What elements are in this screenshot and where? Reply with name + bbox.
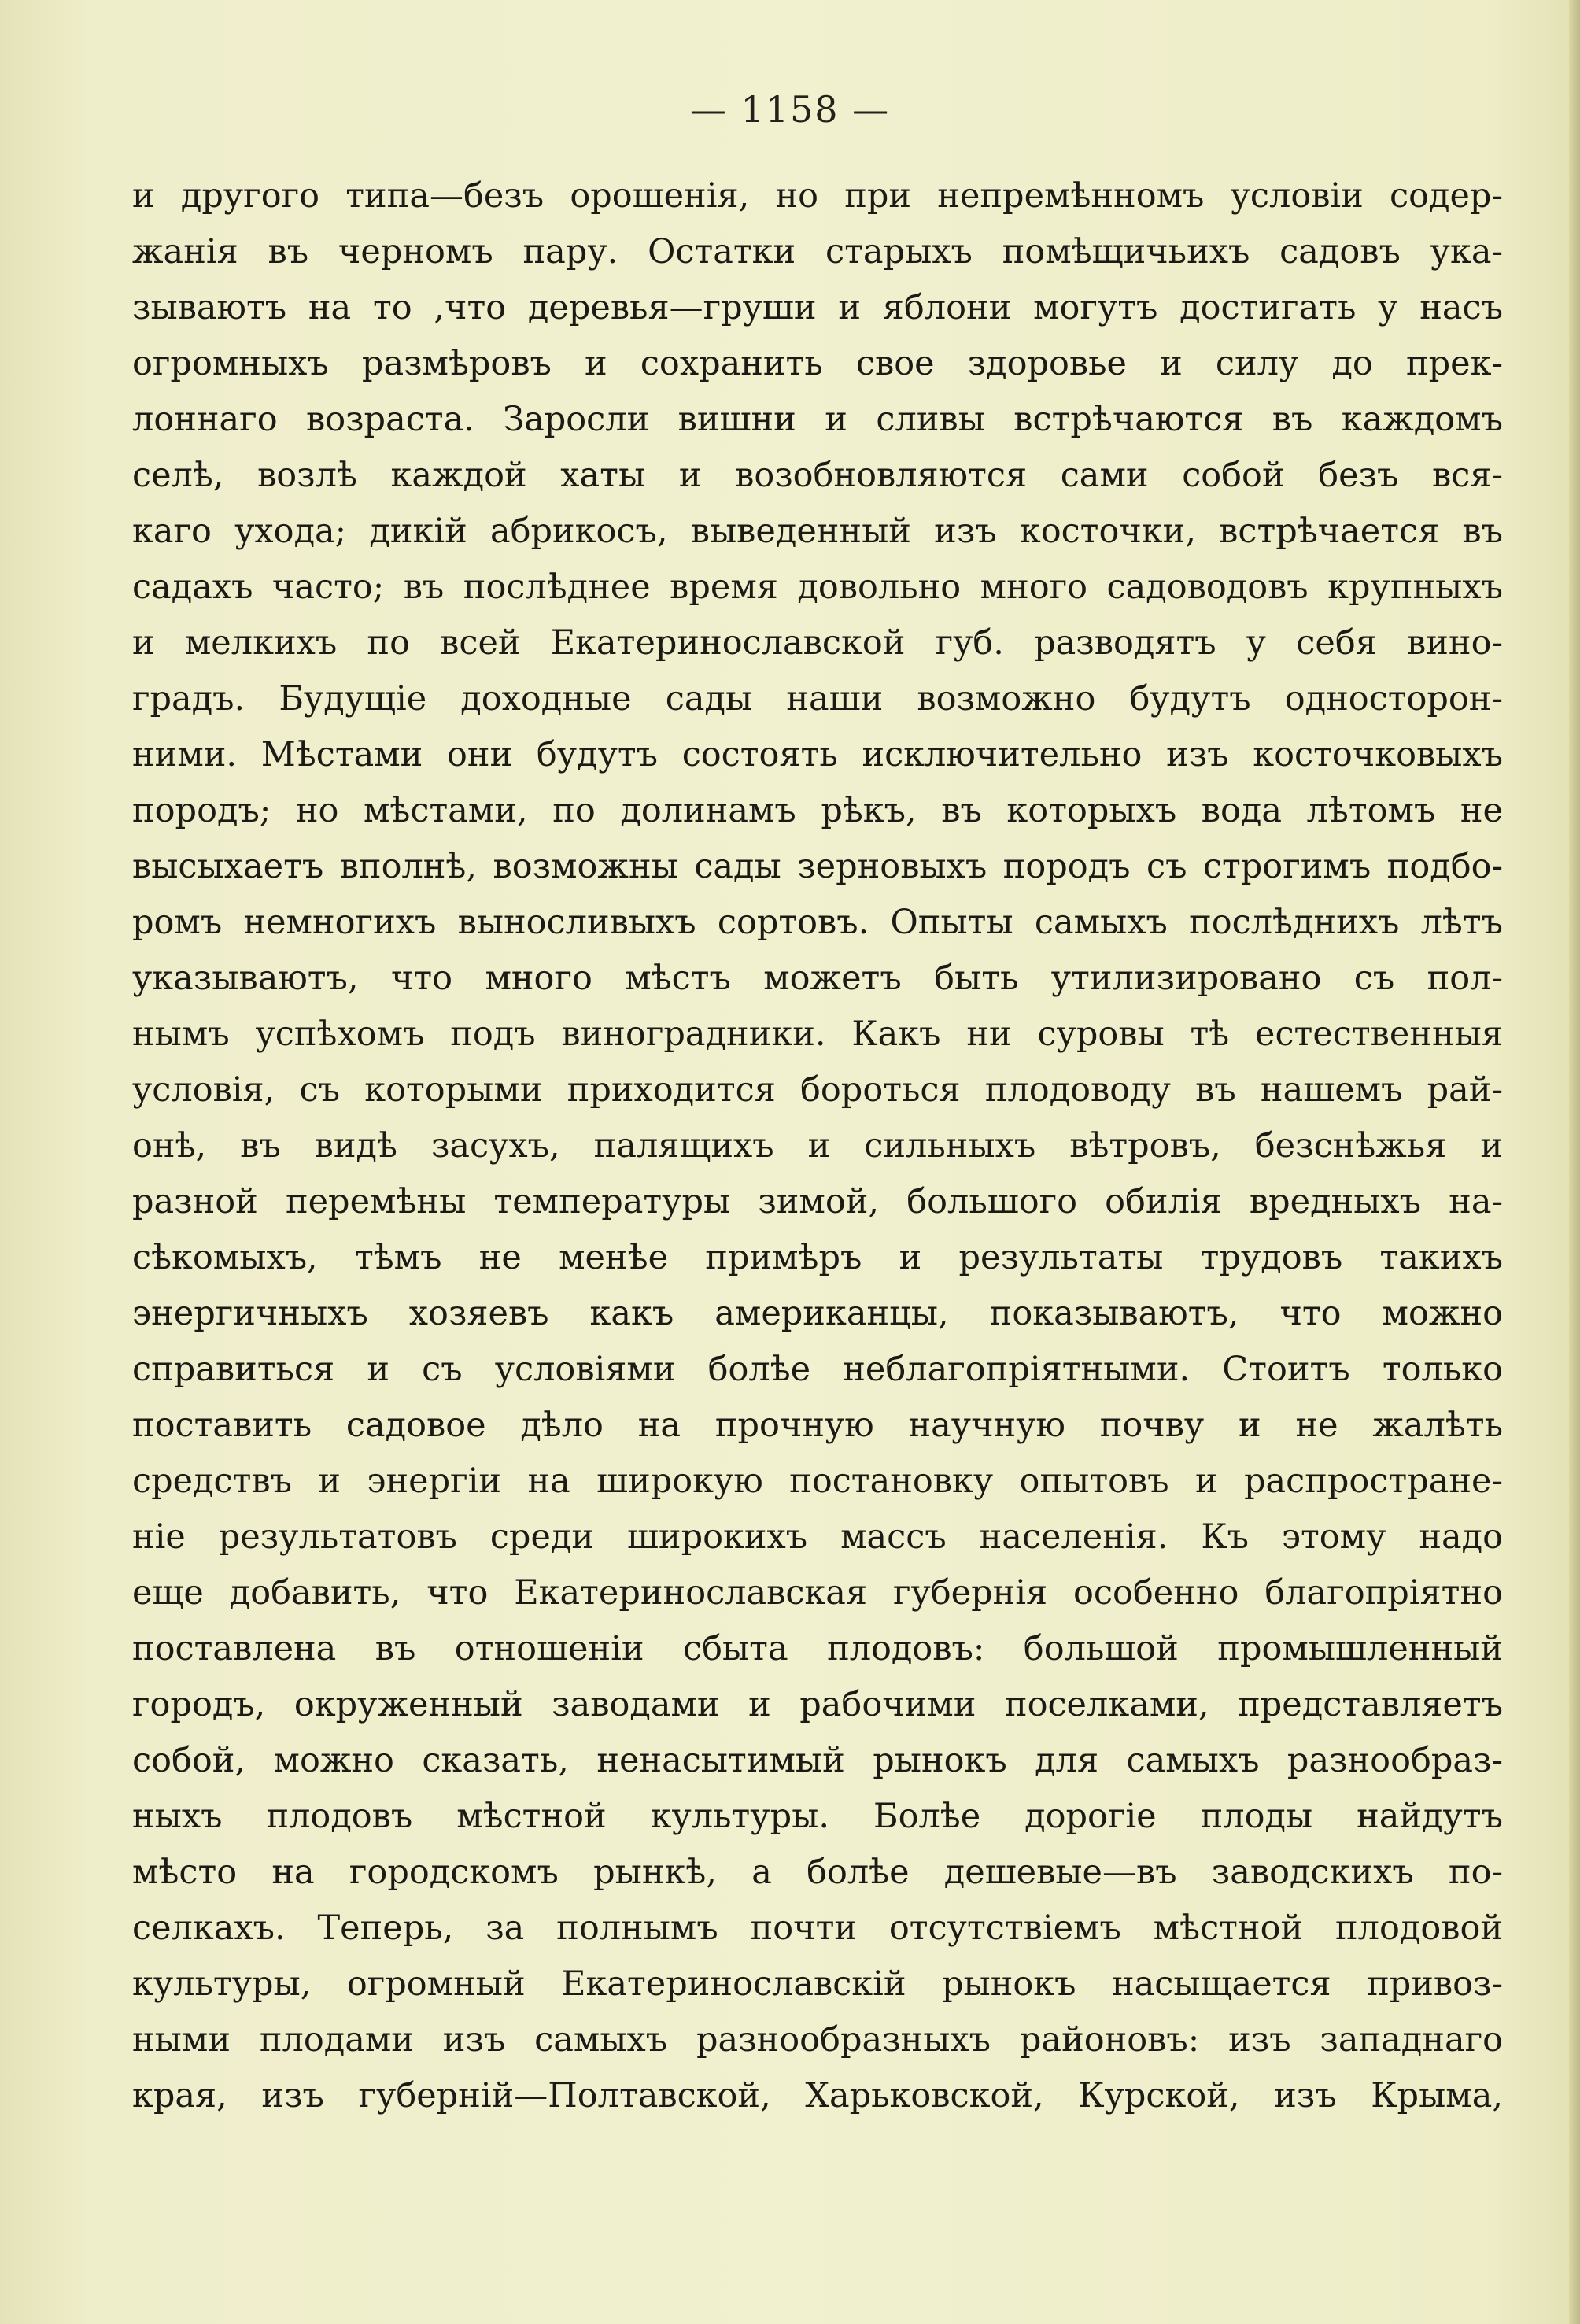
page-edge-shadow [1569, 0, 1580, 2324]
text-line: зываютъ на то ,что деревья—груши и яблони могутъ достигать у насъ [132, 288, 1503, 327]
page-number: — 1158 — [689, 88, 891, 131]
text-line: ніе результатовъ среди широкихъ массъ населенія. Къ этому надо [132, 1517, 1503, 1557]
text-line: сѣкомыхъ, тѣмъ не менѣе примѣръ и результаты трудовъ такихъ [132, 1238, 1503, 1277]
text-line: ными плодами изъ самыхъ разнообразныхъ районовъ: изъ западнаго [132, 2020, 1503, 2060]
text-line: жанія въ черномъ пару. Остатки старыхъ помѣщичьихъ садовъ ука- [132, 232, 1503, 272]
text-line: ныхъ плодовъ мѣстной культуры. Болѣе дорогіе плоды найдутъ [132, 1797, 1503, 1836]
body-text [132, 168, 1503, 2124]
text-line: разной перемѣны температуры зимой, большого обилія вредныхъ на- [132, 1182, 1503, 1221]
text-line: каго ухода; дикій абрикосъ, выведенный изъ косточки, встрѣчается въ [132, 512, 1503, 551]
text-line: энергичныхъ хозяевъ какъ американцы, показываютъ, что можно [132, 1294, 1503, 1333]
text-line: поставить садовое дѣло на прочную научную почву и не жалѣть [132, 1406, 1503, 1445]
text-line: мѣсто на городскомъ рынкѣ, а болѣе дешевые—въ заводскихъ по- [132, 1853, 1503, 1892]
text-line: справиться и съ условіями болѣе неблагопріятными. Стоитъ только [132, 1350, 1503, 1389]
text-line: средствъ и энергіи на широкую постановку опытовъ и распростране- [132, 1461, 1503, 1501]
text-line: онѣ, въ видѣ засухъ, палящихъ и сильныхъ вѣтровъ, безснѣжья и [132, 1126, 1503, 1166]
text-line: селѣ, возлѣ каждой хаты и возобновляются сами собой безъ вся- [132, 456, 1503, 495]
text-line: высыхаетъ вполнѣ, возможны сады зерновыхъ породъ съ строгимъ подбо- [132, 847, 1503, 886]
text-line: нымъ успѣхомъ подъ виноградники. Какъ ни суровы тѣ естественныя [132, 1014, 1503, 1054]
text-line: края, изъ губерній—Полтавской, Харьковской, Курской, изъ Крыма, [132, 2076, 1503, 2115]
text-line: собой, можно сказать, ненасытимый рынокъ для самыхъ разнообраз- [132, 1741, 1503, 1780]
text-line: городъ, окруженный заводами и рабочими поселками, представляетъ [132, 1685, 1503, 1724]
text-line: еще добавить, что Екатеринославская губернія особенно благопріятно [132, 1573, 1503, 1613]
text-line: культуры, огромный Екатеринославскій рынокъ насыщается привоз- [132, 1964, 1503, 2004]
text-line: условія, съ которыми приходится бороться плодоводу въ нашемъ рай- [132, 1070, 1503, 1110]
text-line: садахъ часто; въ послѣднее время довольно много садоводовъ крупныхъ [132, 567, 1503, 607]
text-line: градъ. Будущіе доходные сады наши возможно будутъ односторон- [132, 679, 1503, 719]
text-line: породъ; но мѣстами, по долинамъ рѣкъ, въ которыхъ вода лѣтомъ не [132, 791, 1503, 830]
text-line: указываютъ, что много мѣстъ можетъ быть утилизировано съ пол- [132, 959, 1503, 998]
text-line: поставлена въ отношеніи сбыта плодовъ: большой промышленный [132, 1629, 1503, 1668]
text-line: ромъ немногихъ выносливыхъ сортовъ. Опыты самыхъ послѣднихъ лѣтъ [132, 903, 1503, 942]
text-line: и мелкихъ по всей Екатеринославской губ. разводятъ у себя вино- [132, 623, 1503, 663]
text-line: огромныхъ размѣровъ и сохранить свое здоровье и силу до прек- [132, 344, 1503, 383]
text-line: и другого типа—безъ орошенія, но при непремѣнномъ условіи содер- [132, 176, 1503, 216]
text-line: селкахъ. Теперь, за полнымъ почти отсутствіемъ мѣстной плодовой [132, 1908, 1503, 1948]
text-line: ними. Мѣстами они будутъ состоять исключительно изъ косточковыхъ [132, 735, 1503, 774]
text-line: лоннаго возраста. Заросли вишни и сливы встрѣчаются въ каждомъ [132, 400, 1503, 439]
